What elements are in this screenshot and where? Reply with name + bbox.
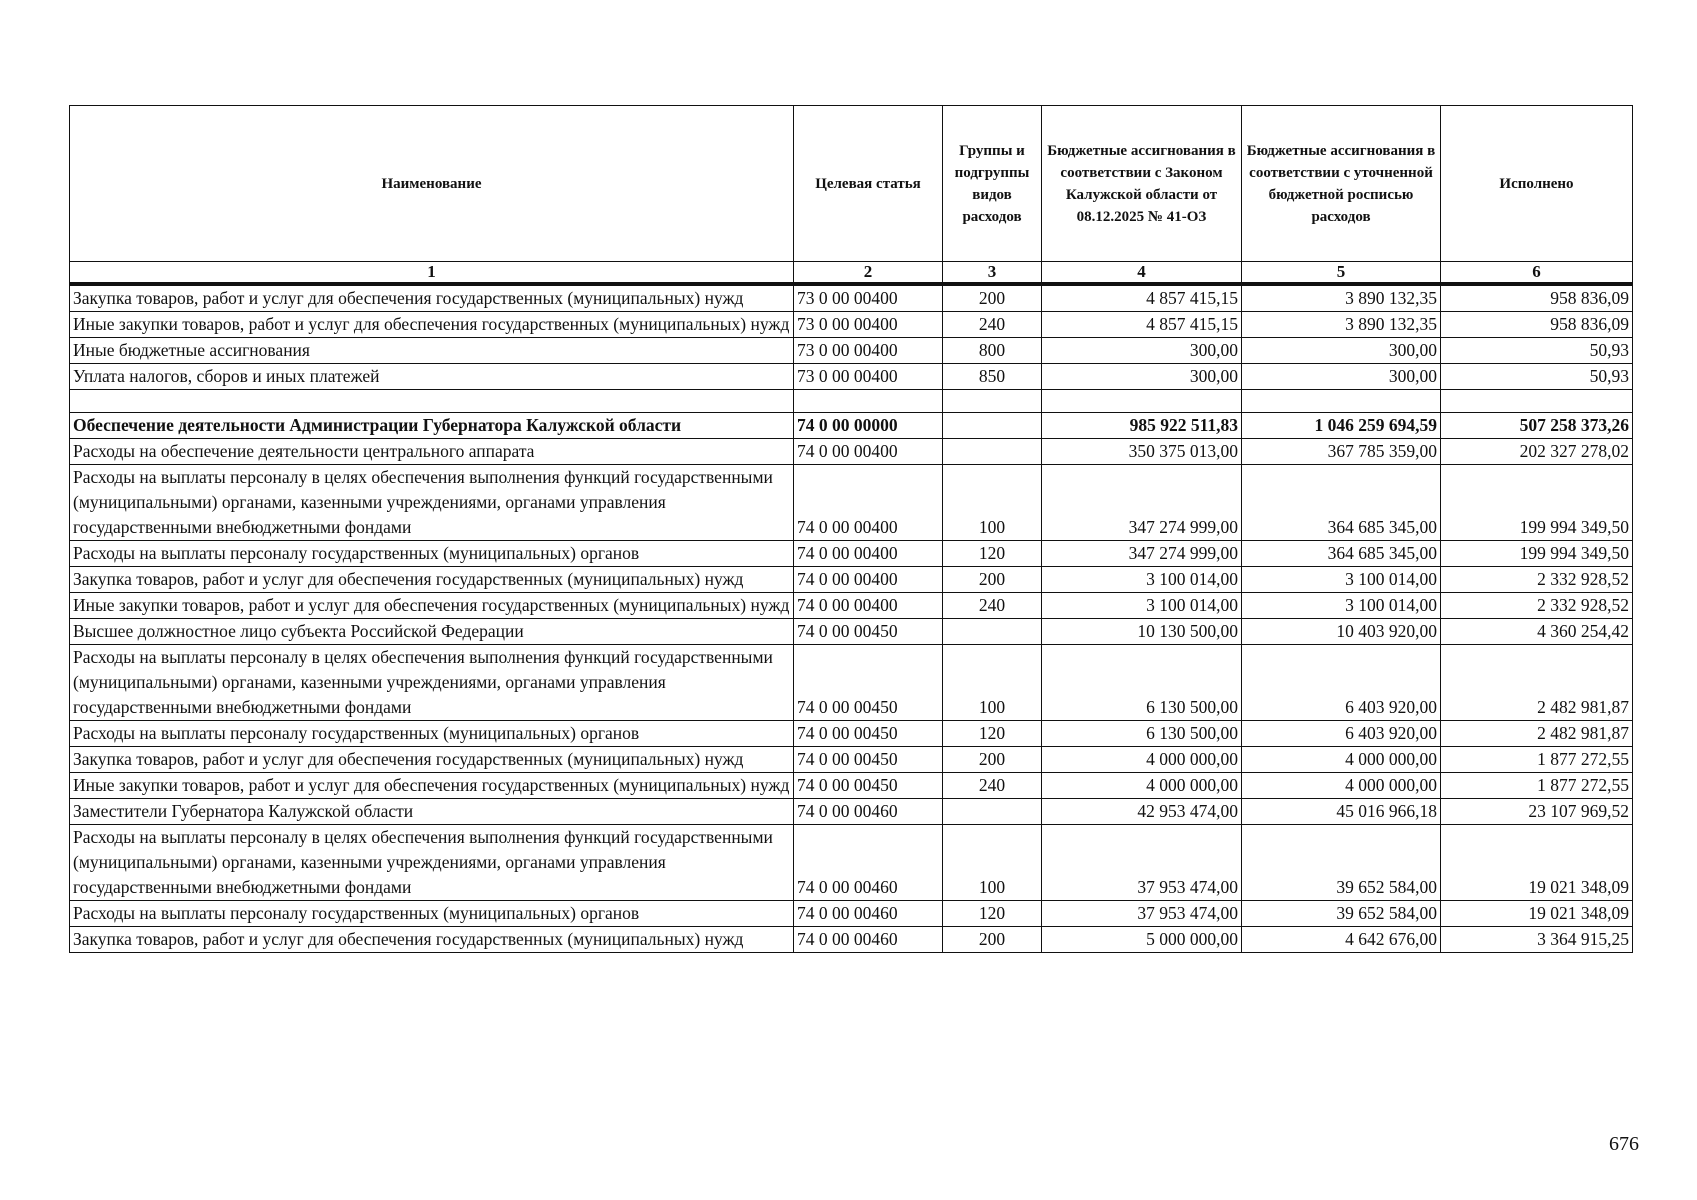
cell-refined-amount: 10 403 920,00 [1242, 619, 1441, 645]
table-row [70, 645, 1633, 721]
cell-executed-amount: 3 364 915,25 [1441, 927, 1633, 953]
cell-law-amount: 985 922 511,83 [1042, 413, 1242, 439]
cell-name: Обеспечение деятельности Администрации Губернатора Калужской области [70, 413, 794, 439]
table-body [70, 284, 1633, 953]
cell-executed-amount: 50,93 [1441, 364, 1633, 390]
cell-name: Расходы на выплаты персоналу в целях обеспечения выполнения функций государственными (муниципальными) органами, казенными учреждениями, органами управления государственными внебюджетными фондами [70, 645, 794, 721]
cell-code: 74 0 00 00460 [794, 799, 943, 825]
cell-executed-amount: 199 994 349,50 [1441, 465, 1633, 541]
spacer-cell [1441, 390, 1633, 413]
cell-code: 73 0 00 00400 [794, 364, 943, 390]
cell-law-amount: 3 100 014,00 [1042, 567, 1242, 593]
column-number: 3 [943, 262, 1042, 285]
cell-refined-amount: 3 100 014,00 [1242, 593, 1441, 619]
cell-type: 200 [943, 927, 1042, 953]
cell-refined-amount: 3 100 014,00 [1242, 567, 1441, 593]
cell-law-amount: 5 000 000,00 [1042, 927, 1242, 953]
column-number: 5 [1242, 262, 1441, 285]
page-number: 676 [1609, 1133, 1639, 1155]
cell-code: 74 0 00 00400 [794, 541, 943, 567]
spacer-row [70, 390, 1633, 413]
table-row [70, 747, 1633, 773]
header-name: Наименование [70, 106, 794, 262]
cell-type: 100 [943, 645, 1042, 721]
spacer-cell [1042, 390, 1242, 413]
cell-executed-amount: 2 482 981,87 [1441, 721, 1633, 747]
table-row [70, 567, 1633, 593]
cell-name: Иные бюджетные ассигнования [70, 338, 794, 364]
header-executed: Исполнено [1441, 106, 1633, 262]
cell-law-amount: 4 857 415,15 [1042, 312, 1242, 338]
cell-law-amount: 37 953 474,00 [1042, 825, 1242, 901]
cell-code: 74 0 00 00400 [794, 465, 943, 541]
cell-code: 74 0 00 00400 [794, 439, 943, 465]
cell-name: Уплата налогов, сборов и иных платежей [70, 364, 794, 390]
cell-refined-amount: 39 652 584,00 [1242, 901, 1441, 927]
cell-law-amount: 37 953 474,00 [1042, 901, 1242, 927]
cell-code: 74 0 00 00400 [794, 593, 943, 619]
column-number: 2 [794, 262, 943, 285]
cell-type: 850 [943, 364, 1042, 390]
column-number: 6 [1441, 262, 1633, 285]
spacer-cell [943, 390, 1042, 413]
cell-type: 240 [943, 312, 1042, 338]
cell-code: 73 0 00 00400 [794, 312, 943, 338]
cell-executed-amount: 2 482 981,87 [1441, 645, 1633, 721]
column-number: 4 [1042, 262, 1242, 285]
cell-name: Расходы на обеспечение деятельности центрального аппарата [70, 439, 794, 465]
header-code: Целевая статья [794, 106, 943, 262]
cell-code: 74 0 00 00450 [794, 645, 943, 721]
cell-refined-amount: 3 890 132,35 [1242, 312, 1441, 338]
table-row [70, 619, 1633, 645]
cell-name: Иные закупки товаров, работ и услуг для обеспечения государственных (муниципальных) нужд [70, 593, 794, 619]
cell-law-amount: 347 274 999,00 [1042, 541, 1242, 567]
cell-code: 73 0 00 00400 [794, 284, 943, 312]
cell-name: Расходы на выплаты персоналу государственных (муниципальных) органов [70, 541, 794, 567]
cell-executed-amount: 2 332 928,52 [1441, 567, 1633, 593]
table-row [70, 465, 1633, 541]
cell-code: 74 0 00 00460 [794, 927, 943, 953]
table-row [70, 825, 1633, 901]
cell-name: Расходы на выплаты персоналу в целях обеспечения выполнения функций государственными (муниципальными) органами, казенными учреждениями, органами управления государственными внебюджетными фондами [70, 465, 794, 541]
spacer-cell [794, 390, 943, 413]
table-header [70, 106, 1633, 285]
cell-type: 100 [943, 825, 1042, 901]
cell-executed-amount: 50,93 [1441, 338, 1633, 364]
cell-name: Закупка товаров, работ и услуг для обеспечения государственных (муниципальных) нужд [70, 747, 794, 773]
cell-executed-amount: 19 021 348,09 [1441, 901, 1633, 927]
cell-type: 200 [943, 567, 1042, 593]
cell-refined-amount: 6 403 920,00 [1242, 645, 1441, 721]
cell-law-amount: 4 000 000,00 [1042, 773, 1242, 799]
cell-refined-amount: 3 890 132,35 [1242, 284, 1441, 312]
cell-type: 120 [943, 541, 1042, 567]
cell-law-amount: 4 857 415,15 [1042, 284, 1242, 312]
cell-law-amount: 42 953 474,00 [1042, 799, 1242, 825]
table-row [70, 927, 1633, 953]
cell-type: 800 [943, 338, 1042, 364]
cell-executed-amount: 958 836,09 [1441, 284, 1633, 312]
cell-executed-amount: 1 877 272,55 [1441, 773, 1633, 799]
cell-type: 240 [943, 593, 1042, 619]
column-number: 1 [70, 262, 794, 285]
cell-type [943, 413, 1042, 439]
cell-law-amount: 350 375 013,00 [1042, 439, 1242, 465]
cell-type [943, 439, 1042, 465]
table-row [70, 338, 1633, 364]
cell-type: 120 [943, 901, 1042, 927]
cell-type [943, 619, 1042, 645]
cell-refined-amount: 364 685 345,00 [1242, 541, 1441, 567]
cell-name: Иные закупки товаров, работ и услуг для обеспечения государственных (муниципальных) нужд [70, 773, 794, 799]
cell-executed-amount: 1 877 272,55 [1441, 747, 1633, 773]
cell-executed-amount: 2 332 928,52 [1441, 593, 1633, 619]
table-row [70, 721, 1633, 747]
cell-law-amount: 300,00 [1042, 364, 1242, 390]
table-row [70, 413, 1633, 439]
table-row [70, 541, 1633, 567]
cell-refined-amount: 39 652 584,00 [1242, 825, 1441, 901]
cell-law-amount: 6 130 500,00 [1042, 721, 1242, 747]
budget-table [69, 105, 1633, 953]
cell-law-amount: 3 100 014,00 [1042, 593, 1242, 619]
cell-code: 74 0 00 00460 [794, 825, 943, 901]
cell-name: Закупка товаров, работ и услуг для обеспечения государственных (муниципальных) нужд [70, 284, 794, 312]
cell-code: 74 0 00 00450 [794, 773, 943, 799]
cell-executed-amount: 19 021 348,09 [1441, 825, 1633, 901]
table-row [70, 593, 1633, 619]
cell-refined-amount: 300,00 [1242, 364, 1441, 390]
cell-refined-amount: 364 685 345,00 [1242, 465, 1441, 541]
cell-executed-amount: 507 258 373,26 [1441, 413, 1633, 439]
header-refined: Бюджетные ассигнования в соответствии с уточненной бюджетной росписью расходов [1242, 106, 1441, 262]
cell-code: 74 0 00 00450 [794, 721, 943, 747]
spacer-cell [1242, 390, 1441, 413]
cell-type: 120 [943, 721, 1042, 747]
cell-name: Закупка товаров, работ и услуг для обеспечения государственных (муниципальных) нужд [70, 927, 794, 953]
cell-code: 73 0 00 00400 [794, 338, 943, 364]
cell-refined-amount: 4 000 000,00 [1242, 773, 1441, 799]
cell-executed-amount: 958 836,09 [1441, 312, 1633, 338]
cell-name: Расходы на выплаты персоналу государственных (муниципальных) органов [70, 721, 794, 747]
cell-name: Заместители Губернатора Калужской области [70, 799, 794, 825]
cell-type: 200 [943, 284, 1042, 312]
cell-refined-amount: 4 642 676,00 [1242, 927, 1441, 953]
table-row [70, 439, 1633, 465]
cell-code: 74 0 00 00450 [794, 747, 943, 773]
cell-executed-amount: 199 994 349,50 [1441, 541, 1633, 567]
cell-refined-amount: 4 000 000,00 [1242, 747, 1441, 773]
table-row [70, 364, 1633, 390]
cell-code: 74 0 00 00460 [794, 901, 943, 927]
cell-law-amount: 4 000 000,00 [1042, 747, 1242, 773]
table-row [70, 312, 1633, 338]
cell-code: 74 0 00 00450 [794, 619, 943, 645]
cell-code: 74 0 00 00000 [794, 413, 943, 439]
cell-name: Расходы на выплаты персоналу государственных (муниципальных) органов [70, 901, 794, 927]
cell-name: Закупка товаров, работ и услуг для обеспечения государственных (муниципальных) нужд [70, 567, 794, 593]
cell-name: Расходы на выплаты персоналу в целях обеспечения выполнения функций государственными (муниципальными) органами, казенными учреждениями, органами управления государственными внебюджетными фондами [70, 825, 794, 901]
cell-refined-amount: 300,00 [1242, 338, 1441, 364]
cell-executed-amount: 202 327 278,02 [1441, 439, 1633, 465]
cell-refined-amount: 1 046 259 694,59 [1242, 413, 1441, 439]
cell-name: Высшее должностное лицо субъекта Российской Федерации [70, 619, 794, 645]
cell-law-amount: 6 130 500,00 [1042, 645, 1242, 721]
cell-refined-amount: 45 016 966,18 [1242, 799, 1441, 825]
table-row [70, 284, 1633, 312]
cell-law-amount: 347 274 999,00 [1042, 465, 1242, 541]
cell-refined-amount: 6 403 920,00 [1242, 721, 1441, 747]
cell-executed-amount: 23 107 969,52 [1441, 799, 1633, 825]
spacer-cell [70, 390, 794, 413]
cell-law-amount: 10 130 500,00 [1042, 619, 1242, 645]
header-type: Группы и подгруппы видов расходов [943, 106, 1042, 262]
cell-code: 74 0 00 00400 [794, 567, 943, 593]
cell-type: 200 [943, 747, 1042, 773]
cell-name: Иные закупки товаров, работ и услуг для обеспечения государственных (муниципальных) нужд [70, 312, 794, 338]
cell-law-amount: 300,00 [1042, 338, 1242, 364]
header-law: Бюджетные ассигнования в соответствии с Законом Калужской области от 08.12.2025 № 41-ОЗ [1042, 106, 1242, 262]
table-row [70, 901, 1633, 927]
cell-type: 240 [943, 773, 1042, 799]
cell-type [943, 799, 1042, 825]
table-row [70, 773, 1633, 799]
table-row [70, 799, 1633, 825]
cell-executed-amount: 4 360 254,42 [1441, 619, 1633, 645]
cell-type: 100 [943, 465, 1042, 541]
cell-refined-amount: 367 785 359,00 [1242, 439, 1441, 465]
